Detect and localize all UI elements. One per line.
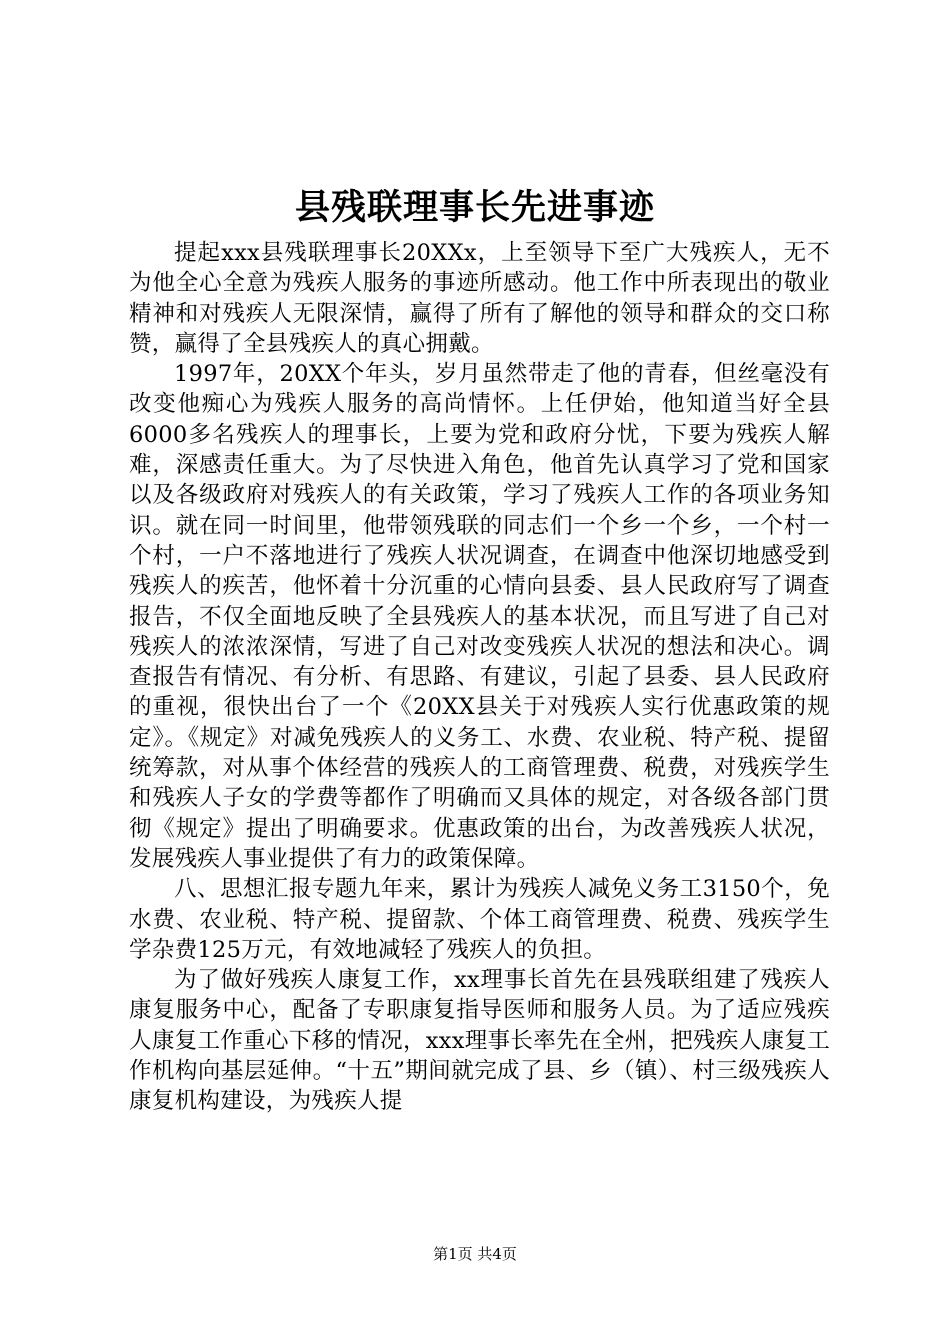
document-title: 县残联理事长先进事迹 (294, 187, 655, 228)
page-footer: 第1页 共4页 (433, 1245, 517, 1263)
paragraph-2: 1997年，20XX个年头，岁月虽然带走了他的青春，但丝毫没有改变他痴心为残疾人服务的高尚情怀。上任伊始，他知道当好全县6000多名残疾人的理事长，上要为党和政府分忧，下要为残疾人解难，深感责任重大。为了尽快进入角色，他首先认真学习了党和国家以及各级政府对残疾人的有关政策，学习了残疾人工作的各项业务知识。就在同一时间里，他带领残联的同志们一个乡一个乡，一个村一个村，一户不落地进行了残疾人状况调查，在调查中他深切地感受到残疾人的疾苦，他怀着十分沉重的心情向县委、县人民政府写了调查报告，不仅全面地反映了全县残疾人的基本状况，而且写进了自己对残疾人的浓浓深情，写进了自己对改变残疾人状况的想法和决心。调查报告有情况、有分析、有思路、有建议，引起了县委、县人民政府的重视，很快出台了一个《20XX县关于对残疾人实行优惠政策的规定》。《规定》对减免残疾人的义务工、水费、农业税、特产税、提留统筹款，对从事个体经营的残疾人的工商管理费、税费，对残疾学生和残疾人子女的学费等都作了明确而又具体的规定，对各级各部门贯彻《规定》提出了明确要求。优惠政策的出台，为改善残疾人状况，发展残疾人事业提供了有力的政策保障。 (129, 361, 830, 872)
paragraph-4: 为了做好残疾人康复工作，xx理事长首先在县残联组建了残疾人康复服务中心，配备了专职康复指导医师和服务人员。为了适应残疾人康复工作重心下移的情况，xxx理事长率先在全州，把残疾人康复工作机构向基层延伸。“十五”期间就完成了县、乡（镇）、村三级残疾人康复机构建设，为残疾人提 (129, 967, 830, 1115)
paragraph-3: 八、思想汇报专题九年来，累计为残疾人减免义务工3150个，免水费、农业税、特产税、提留款、个体工商管理费、税费、残疾学生学杂费125万元，有效地减轻了残疾人的负担。 (129, 876, 830, 963)
document-body (129, 238, 830, 1117)
paragraph-1: 提起xxx县残联理事长20XXx，上至领导下至广大残疾人，无不为他全心全意为残疾人服务的事迹所感动。他工作中所表现出的敬业精神和对残疾人无限深情，赢得了所有了解他的领导和群众的交口称赞，赢得了全县残疾人的真心拥戴。 (129, 240, 830, 357)
